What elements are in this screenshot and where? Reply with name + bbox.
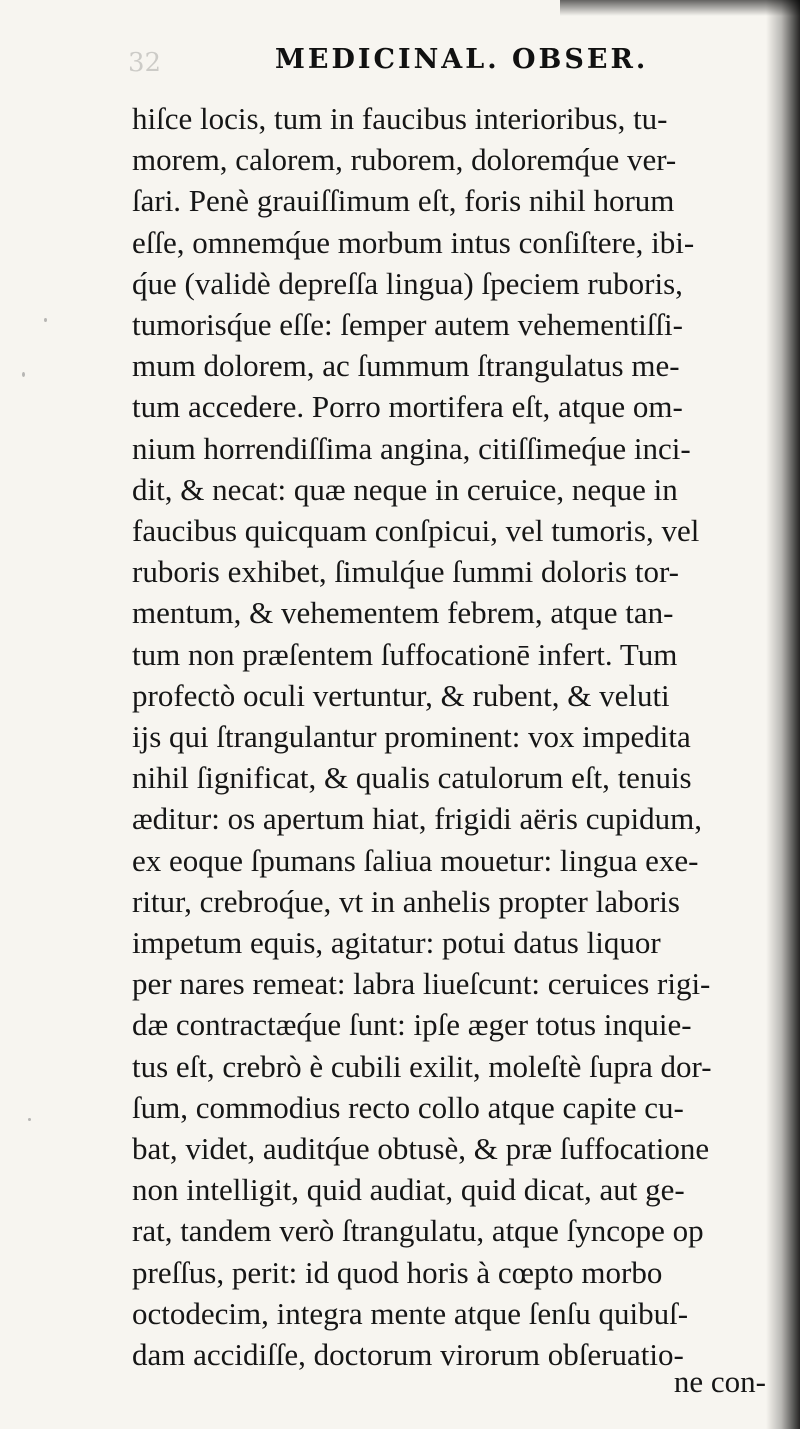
text-line: tumorisq́ue eſſe: ſemper autem vehementiſſi-: [132, 307, 683, 342]
running-head: MEDICINAL. OBSER.: [275, 44, 649, 75]
text-line: dit, & necat: quæ neque in ceruice, neque in: [132, 471, 678, 507]
text-line: tum non præſentem ſuffocationē infert. Tum: [132, 636, 678, 672]
text-line: nihil ſignificat, & qualis catulorum eſt, tenuis: [132, 760, 692, 796]
text-line: mentum, & vehementem febrem, atque tan-: [132, 595, 674, 631]
text-line: faucibus quicquam conſpicui, vel tumoris, vel: [132, 513, 700, 548]
text-line: nium horrendiſſima angina, citiſſimeq́ue inci-: [132, 430, 691, 466]
text-line: ijs qui ſtrangulantur prominent: vox impedita: [132, 719, 691, 754]
text-line: dæ contractæq́ue ſunt: ipſe æger totus inquie-: [132, 1007, 692, 1043]
text-line: mum dolorem, ac ſummum ſtrangulatus me-: [132, 348, 680, 384]
text-line: impetum equis, agitatur: potui datus liquor: [132, 925, 661, 960]
text-line: hiſce locis, tum in faucibus interioribus, tu-: [132, 101, 668, 136]
catchword: ne con-: [673, 1364, 766, 1399]
text-line: ſari. Penè grauiſſimum eſt, foris nihil horum: [132, 183, 675, 219]
text-line: dam accidiſſe, doctorum virorum obſeruatio-: [132, 1337, 684, 1372]
text-line: per nares remeat: labra liueſcunt: ceruices rigi-: [132, 966, 711, 1002]
text-line: ritur, crebroq́ue, vt in anhelis propter laboris: [132, 883, 680, 919]
text-line: morem, calorem, ruborem, doloremq́ue ver-: [132, 142, 677, 178]
text-line: ruboris exhibet, ſimulq́ue ſummi doloris tor-: [132, 554, 679, 590]
ink-speck: [44, 318, 47, 322]
text-line: ſum, commodius recto collo atque capite cu-: [132, 1089, 684, 1125]
text-line: eſſe, omnemq́ue morbum intus conſiſtere, ibi-: [132, 224, 695, 260]
text-line: rat, tandem verò ſtrangulatu, atque ſyncope op: [132, 1213, 704, 1249]
text-line: profectò oculi vertuntur, & rubent, & veluti: [132, 677, 670, 713]
page-number: 32: [128, 48, 162, 78]
text-line: preſſus, perit: id quod horis à cœpto morbo: [132, 1254, 663, 1290]
text-line: æditur: os apertum hiat, frigidi aëris cupidum,: [132, 801, 702, 837]
ink-speck: [28, 1118, 31, 1121]
text-line: q́ue (validè depreſſa lingua) ſpeciem ruboris,: [132, 265, 683, 301]
ink-speck: [22, 372, 25, 377]
text-line: tus eſt, crebrò è cubili exilit, moleſtè ſupra dor-: [132, 1048, 712, 1084]
text-line: octodecim, integra mente atque ſenſu quibuſ-: [132, 1295, 689, 1331]
text-line: bat, videt, auditq́ue obtusè, & præ ſuffocatione: [132, 1131, 710, 1166]
text-line: non intelligit, quid audiat, quid dicat, aut ge-: [132, 1172, 685, 1208]
text-line: tum accedere. Porro mortifera eſt, atque om-: [132, 389, 683, 425]
text-line: ex eoque ſpumans ſaliua mouetur: lingua exe-: [132, 842, 699, 878]
